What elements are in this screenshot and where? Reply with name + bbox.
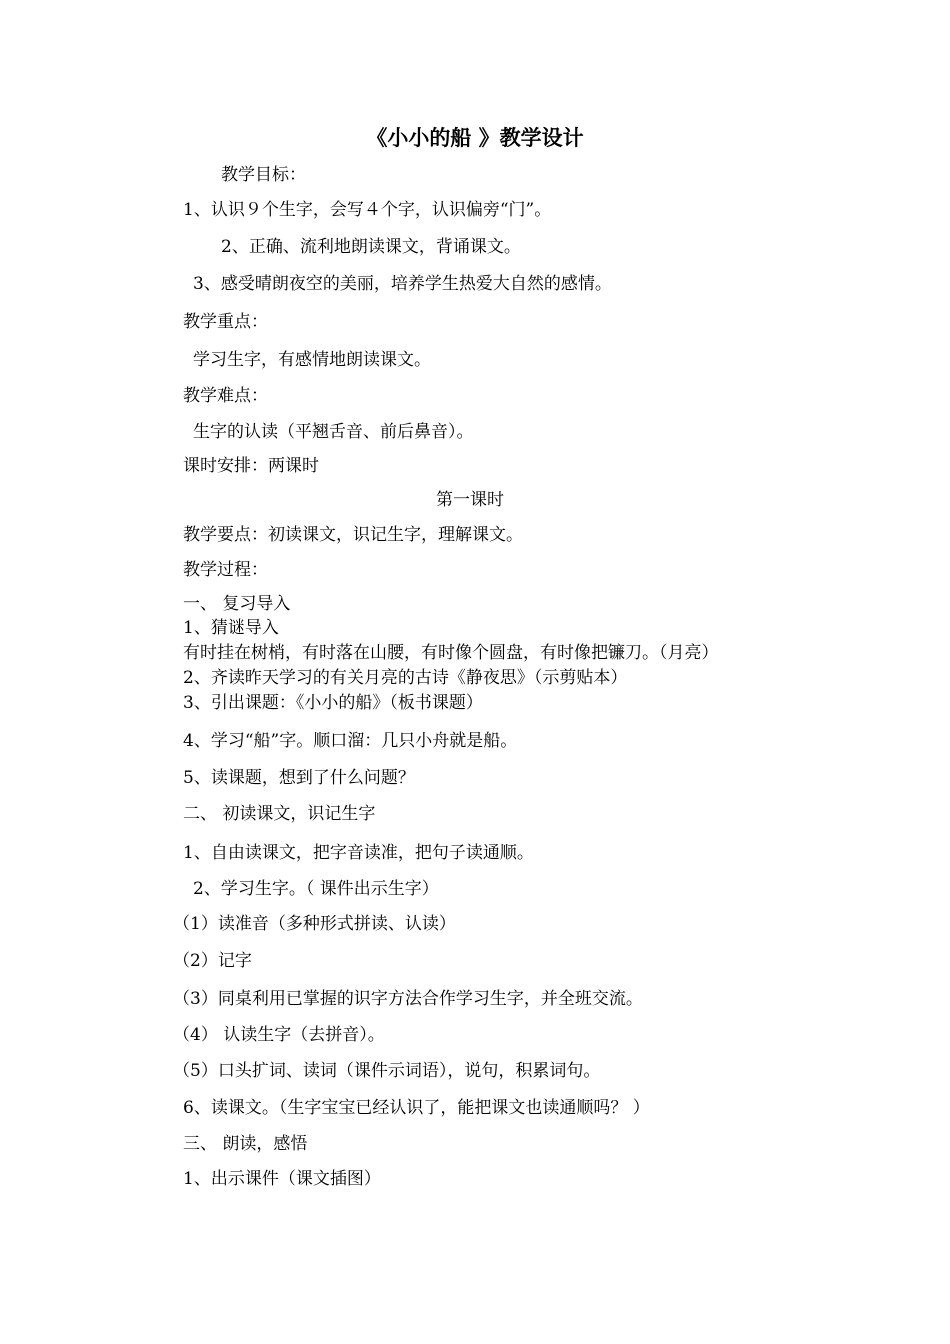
substep-5: （5）口头扩词、读词（课件示词语），说句，积累词句。 <box>173 1061 601 1081</box>
objective-2: 2、正确、流利地朗读课文，背诵课文。 <box>221 237 521 257</box>
substep-1: （1）读准音（多种形式拼读、认读） <box>173 914 456 934</box>
difficulties-text: 生字的认读（平翘舌音、前后鼻音）。 <box>193 422 474 442</box>
process-heading: 教学过程： <box>183 560 268 580</box>
step-2-2: 2、学习生字。（ 课件出示生字） <box>193 879 439 899</box>
section-one-heading: 一、 复习导入 <box>183 594 291 614</box>
step-1-2: 2、齐读昨天学习的有关月亮的古诗《静夜思》（示剪贴本） <box>183 668 628 688</box>
document-title: 《小小的船 》教学设计 <box>366 125 584 150</box>
step-2-1: 1、自由读课文，把字音读准，把句子读通顺。 <box>183 843 534 863</box>
substep-2: （2）记字 <box>173 951 252 971</box>
step-3-1: 1、出示课件（课文插图） <box>183 1169 381 1189</box>
step-1-3: 3、引出课题：《小小的船》（板书课题） <box>183 693 483 713</box>
lesson-one-heading: 第一课时 <box>436 490 504 510</box>
section-three-heading: 三、 朗读，感悟 <box>183 1134 308 1154</box>
schedule-line: 课时安排：两课时 <box>183 456 319 476</box>
step-1-1: 1、猜谜导入 <box>183 618 279 638</box>
objectives-heading: 教学目标： <box>221 165 306 185</box>
key-points-text: 学习生字，有感情地朗读课文。 <box>193 350 431 370</box>
substep-3: （3）同桌利用已掌握的识字方法合作学习生字，并全班交流。 <box>173 989 643 1009</box>
substep-4: （4） 认读生字（去拼音）。 <box>173 1025 385 1045</box>
step-2-6: 6、读课文。（生字宝宝已经认识了，能把课文也读通顺吗？ ） <box>183 1098 650 1118</box>
step-1-4: 4、学习“船”字。顺口溜：几只小舟就是船。 <box>183 731 518 751</box>
section-two-heading: 二、 初读课文，识记生字 <box>183 804 376 824</box>
objective-3: 3、感受晴朗夜空的美丽，培养学生热爱大自然的感情。 <box>193 274 612 294</box>
key-points-heading: 教学重点： <box>183 312 268 332</box>
objective-1: 1、认识９个生字，会写４个字，认识偏旁“门”。 <box>183 200 552 220</box>
riddle-text: 有时挂在树梢，有时落在山腰，有时像个圆盘，有时像把镰刀。（月亮） <box>183 643 719 663</box>
lesson-points: 教学要点：初读课文，识记生字，理解课文。 <box>183 525 523 545</box>
step-1-5: 5、读课题，想到了什么问题？ <box>183 768 415 788</box>
difficulties-heading: 教学难点： <box>183 386 268 406</box>
